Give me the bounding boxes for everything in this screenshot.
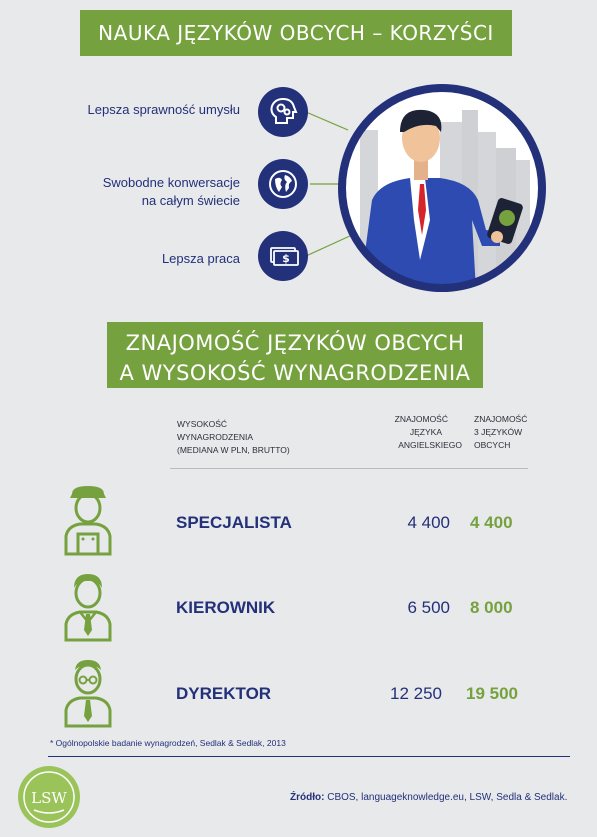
header-three-languages: ZNAJOMOŚĆ 3 JĘZYKÓW OBCYCH: [474, 414, 528, 450]
director-icon: [60, 656, 116, 728]
director-three-lang-salary: 19 500: [466, 684, 518, 703]
role-manager: KIEROWNIK: [176, 598, 276, 617]
benefit-label-mind: Lepsza sprawność umysłu: [87, 102, 240, 117]
globe-icon: [258, 159, 308, 209]
brain-gears-icon: [258, 87, 308, 137]
logo-text: LSW: [31, 789, 67, 807]
benefit-label-conversation: Swobodne konwersacje na całym świecie: [102, 175, 240, 208]
manager-english-salary: 6 500: [407, 598, 450, 617]
salary-banner-line2: A WYSOKOŚĆ WYNAGRODZENIA: [119, 361, 471, 385]
source-text: CBOS, languageknowledge.eu, LSW, Sedla & Sedlak.: [324, 792, 568, 803]
specialist-english-salary: 4 400: [407, 513, 450, 532]
director-english-salary: 12 250: [390, 684, 442, 703]
lsw-logo: [16, 764, 82, 830]
role-specialist: SPECJALISTA: [176, 513, 292, 532]
header-english: ZNAJOMOŚĆ JĘZYKA ANGIELSKIEGO: [394, 414, 462, 450]
worker-icon: [60, 484, 116, 556]
manager-three-lang-salary: 8 000: [470, 598, 513, 617]
role-director: DYREKTOR: [176, 684, 272, 703]
svg-text:$: $: [282, 252, 290, 265]
header-salary: WYSOKOŚĆ WYNAGRODZENIA (MEDIANA W PLN, BRUTTO): [177, 419, 290, 455]
salary-banner: [107, 322, 483, 388]
specialist-three-lang-salary: 4 400: [470, 513, 513, 532]
money-icon: [258, 231, 308, 281]
header-divider: [170, 468, 528, 469]
top-banner: [80, 10, 512, 56]
benefit-label-job: Lepsza praca: [161, 251, 240, 266]
footnote: * Ogólnopolskie badanie wynagrodzeń, Sedlak & Sedlak, 2013: [50, 738, 286, 748]
footer-divider: [48, 756, 570, 757]
top-banner-title: NAUKA JĘZYKÓW OBCYCH – KORZYŚCI: [98, 21, 494, 45]
source-line: [290, 792, 567, 803]
source-label: Źródło:: [290, 792, 325, 803]
manager-icon: [60, 570, 116, 642]
salary-banner-line1: ZNAJOMOŚĆ JĘZYKÓW OBCYCH: [125, 331, 465, 355]
